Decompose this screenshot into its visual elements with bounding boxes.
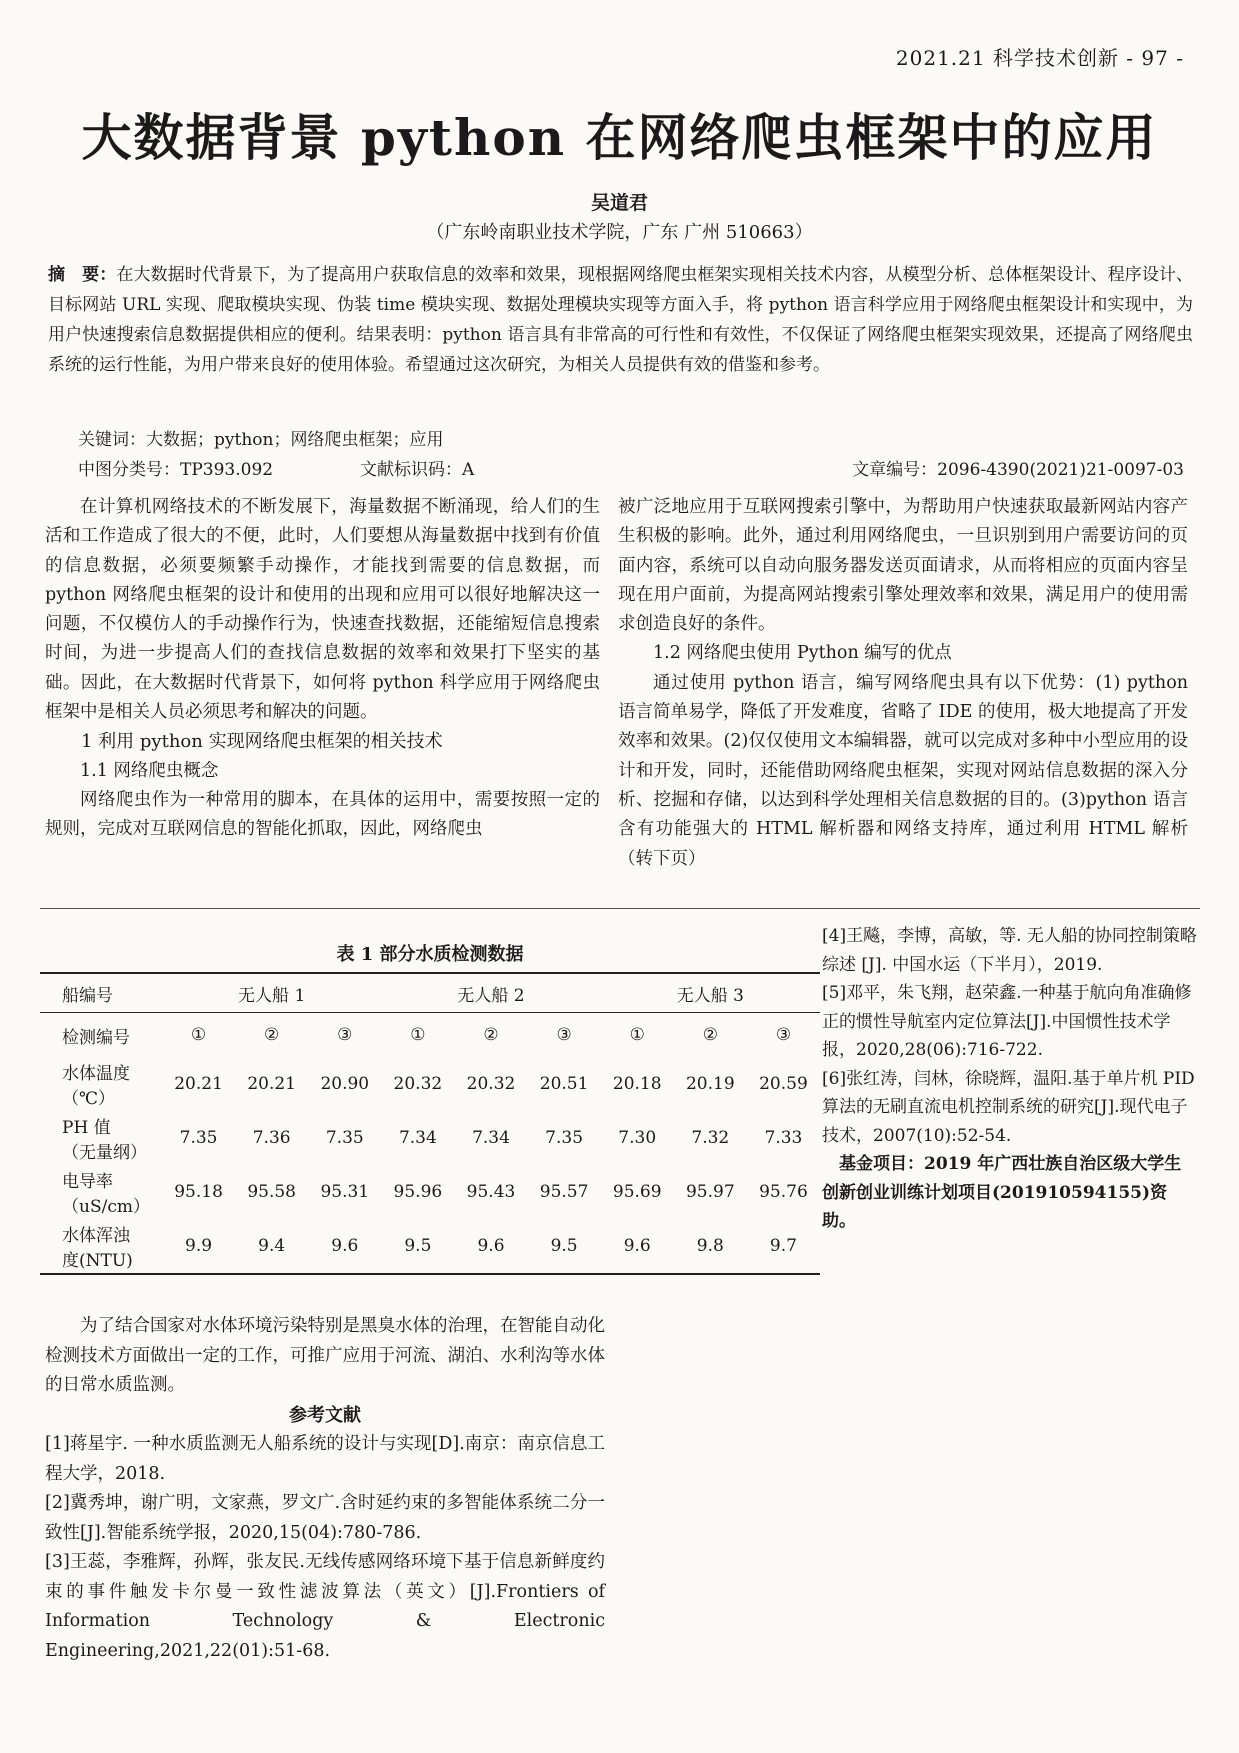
table-row: [40, 1219, 820, 1274]
test-id: ②: [702, 1025, 718, 1045]
table-cell: 95.97: [685, 1182, 735, 1202]
table-row: [40, 1165, 820, 1219]
table-cell: 7.35: [545, 1128, 584, 1148]
water-quality-table: [40, 972, 820, 1275]
table-cell: 9.5: [528, 1219, 601, 1274]
bottom-left-section: [45, 1312, 605, 1666]
reference-3: [3]王蕊，李雅辉，孙辉，张友民.无线传感网络环境下基于信息新鲜度约束的事件触发卡尔曼一致性滤波算法（英文）[J].Frontiers of Information Technology & Electronic Engineering,2021,22(01):51-68.: [45, 1552, 605, 1661]
intro-paragraph: 在计算机网络技术的不断发展下，海量数据不断涌现，给人们的生活和工作造成了很大的不便，此时，人们要想从海量数据中找到有价值的信息数据，必须要频繁手动操作，才能找到需要的信息数据，而 python 网络爬虫框架的设计和使用的出现和应用可以很好地解决这一问题，不仅模仿人的手动操作行为，快速查找数据，还能缩短信息搜索时间，为进一步提高人们的查找信息数据的效率和效果打下坚实的基础。因此，在大数据时代背景下，如何将 python 科学应用于网络爬虫框架中是相关人员必须思考和解决的问题。: [45, 497, 600, 723]
test-id: ①: [629, 1025, 645, 1045]
test-id: ①: [190, 1025, 207, 1045]
row-label: [40, 1165, 162, 1219]
table-cell: 9.5: [381, 1219, 454, 1274]
table-cell: 95.57: [539, 1182, 589, 1202]
row-label-line: 电导率: [62, 1172, 113, 1192]
table-cell: 95.31: [320, 1182, 370, 1202]
abstract-label: 摘 要：: [48, 265, 117, 285]
reference-2: [2]冀秀坤，谢广明，文家燕，罗文广.含时延约束的多智能体系统二分一致性[J].智能系统学报，2020,15(04):780-786.: [45, 1493, 605, 1543]
test-label: 检测编号: [62, 1027, 130, 1048]
table-cell: 95.96: [393, 1182, 443, 1202]
table-cell: 20.51: [539, 1074, 589, 1094]
table-cell: 20.59: [759, 1074, 808, 1094]
row-label-line: PH 值: [62, 1118, 111, 1138]
table-cell: 20.19: [685, 1074, 735, 1094]
document-code: 文献标识码：A: [360, 460, 475, 480]
table-cell: 20.32: [466, 1074, 516, 1094]
table-header-test-ids: [40, 1013, 820, 1058]
table-caption: 表 1 部分水质检测数据: [336, 944, 524, 965]
row-label-line: 水体浑浊: [62, 1226, 130, 1246]
table-cell: 20.21: [174, 1074, 223, 1094]
table-header-ships: [40, 973, 820, 1013]
table-cell: 9.9: [162, 1219, 235, 1274]
table-cell: 95.69: [612, 1182, 662, 1202]
subsection-heading-1-2: 1.2 网络爬虫使用 Python 编写的优点: [653, 643, 952, 664]
reference-6: [6]张红涛，闫林，徐晓辉，温阳.基于单片机 PID 算法的无刷直流电机控制系统的研究[J].现代电子技术，2007(10):52-54.: [822, 1068, 1195, 1146]
table-cell: 7.34: [472, 1128, 510, 1148]
affiliation: （广东岭南职业技术学院，广东 广州 510663）: [426, 222, 813, 243]
test-id: ③: [775, 1025, 792, 1045]
test-id: ②: [483, 1025, 499, 1045]
table-cell: 95.76: [759, 1182, 808, 1202]
page-header: 2021.21 科学技术创新 - 97 -: [895, 46, 1184, 70]
ship-2-header: 无人船 2: [381, 973, 600, 1013]
left-column: [45, 493, 600, 845]
crawler-concept-paragraph: 网络爬虫作为一种常用的脚本，在具体的运用中，需要按照一定的规则，完成对互联网信息的智能化抓取，因此，网络爬虫: [45, 789, 600, 840]
ship-1-header: 无人船 1: [162, 973, 381, 1013]
table-cell: 7.32: [691, 1128, 730, 1148]
row-label-unit: （℃）: [62, 1089, 116, 1109]
row-label-unit: （uS/cm）: [62, 1197, 150, 1217]
table-cell: 7.35: [179, 1128, 218, 1148]
references-heading: 参考文献: [289, 1404, 361, 1426]
keywords: 关键词：大数据；python；网络爬虫框架；应用: [78, 430, 444, 450]
table-cell: 9.4: [235, 1219, 308, 1274]
table-cell: 9.6: [601, 1219, 674, 1274]
table-cell: 7.36: [252, 1128, 291, 1148]
table-cell: 7.35: [325, 1128, 364, 1148]
row-label: [40, 1111, 162, 1165]
classification-number: 中图分类号：TP393.092: [78, 460, 274, 480]
section-heading-1: 1 利用 python 实现网络爬虫框架的相关技术: [81, 731, 443, 753]
conclusion-paragraph: 为了结合国家对水体环境污染特别是黑臭水体的治理，在智能自动化检测技术方面做出一定的工作，可推广应用于河流、湖泊、水利沟等水体的日常水质监测。: [45, 1316, 605, 1395]
table-cell: 95.18: [174, 1182, 223, 1202]
table-row: [40, 1057, 820, 1111]
ship-label: 船编号: [40, 973, 162, 1013]
reference-1: [1]蒋星宇. 一种水质监测无人船系统的设计与实现[D].南京：南京信息工程大学，2018.: [45, 1434, 605, 1484]
test-id: ①: [410, 1025, 426, 1045]
table-cell: 95.58: [247, 1182, 296, 1202]
reference-5: [5]邓平，朱飞翔，赵荣鑫.一种基于航向角准确修正的惯性导航室内定位算法[J].中国惯性技术学报，2020,28(06):716-722.: [822, 983, 1192, 1060]
row-label-line: 水体温度: [62, 1064, 130, 1084]
table-cell: 9.7: [747, 1219, 820, 1274]
row-label-unit: （无量纲）: [62, 1143, 147, 1163]
article-number: 文章编号：2096-4390(2021)21-0097-03: [852, 460, 1184, 480]
abstract-text: 在大数据时代背景下，为了提高用户获取信息的效率和效果，现根据网络爬虫框架实现相关技术内容，从模型分析、总体框架设计、程序设计、目标网站 URL 实现、爬取模块实现、伪装 time 模块实现、数据处理模块实现等方面入手，将 python 语言科学应用于网络爬虫框架设计和实现中，为用户快速搜索信息数据提供相应的便利。结果表明：python 语言具有非常高的可行性和有效性，不仅保证了网络爬虫框架实现效果，还提高了网络爬虫系统的运行性能，为用户带来良好的使用体验。希望通过这次研究，为相关人员提供有效的借鉴和参考。: [48, 265, 1194, 375]
table-cell: 95.43: [466, 1182, 516, 1202]
subsection-heading-1-1: 1.1 网络爬虫概念: [80, 760, 219, 781]
row-label: [40, 1219, 162, 1274]
reference-4: [4]王飚，李博，高敏，等. 无人船的协同控制策略综述 [J]. 中国水运（下半月），2019.: [822, 926, 1197, 975]
table-cell: 7.34: [398, 1128, 437, 1148]
table-cell: 7.30: [618, 1128, 657, 1148]
table-row: [40, 1111, 820, 1165]
row-label-unit: 度(NTU): [62, 1251, 133, 1271]
abstract: [48, 260, 1193, 380]
table-cell: 20.21: [247, 1074, 296, 1094]
paper-title: 大数据背景 python 在网络爬虫框架中的应用: [81, 108, 1158, 167]
right-column: [618, 493, 1206, 874]
author: 吴道君: [590, 192, 648, 214]
test-id: ③: [337, 1025, 353, 1045]
funding-note: 基金项目：2019 年广西壮族自治区级大学生创新创业训练计划项目(201910594155)资助。: [822, 1154, 1182, 1231]
right-paragraph-1: 被广泛地应用于互联网搜索引擎中，为帮助用户快速获取最新网站内容产生积极的影响。此外，通过利用网络爬虫，一旦识别到用户需要访问的页面内容，系统可以自动向服务器发送页面请求，从而将相应的页面内容呈现在用户面前，为提高网站搜索引擎处理效率和效果，满足用户的使用需求创造良好的条件。: [618, 497, 1188, 635]
table-cell: 20.90: [320, 1074, 370, 1094]
table-cell: 7.33: [764, 1128, 803, 1148]
test-id: ②: [264, 1025, 280, 1045]
right-references: [822, 922, 1197, 1236]
table-cell: 9.6: [454, 1219, 527, 1274]
test-id: ③: [556, 1025, 572, 1045]
table-cell: 20.18: [612, 1074, 662, 1094]
section-divider: [40, 908, 1200, 909]
table-cell: 20.32: [393, 1074, 443, 1094]
ship-3-header: 无人船 3: [601, 973, 820, 1013]
table-cell: 9.8: [674, 1219, 747, 1274]
row-label: [40, 1057, 162, 1111]
python-advantages-paragraph: 通过使用 python 语言，编写网络爬虫具有以下优势：(1) python 语言简单易学，降低了开发难度，省略了 IDE 的使用，极大地提高了开发效率和效果。(2)仅仅使用文本编辑器，就可以完成对多种中小型应用的设计和开发，同时，还能借助网络爬虫框架，实现对网站信息数据的深入分析、挖掘和存储，以达到科学处理相关信息数据的目的。(3)python 语言含有功能强大的 HTML 解析器和网络支持库，通过利用 HTML 解析 （转下页）: [618, 672, 1206, 869]
table-cell: 9.6: [308, 1219, 381, 1274]
